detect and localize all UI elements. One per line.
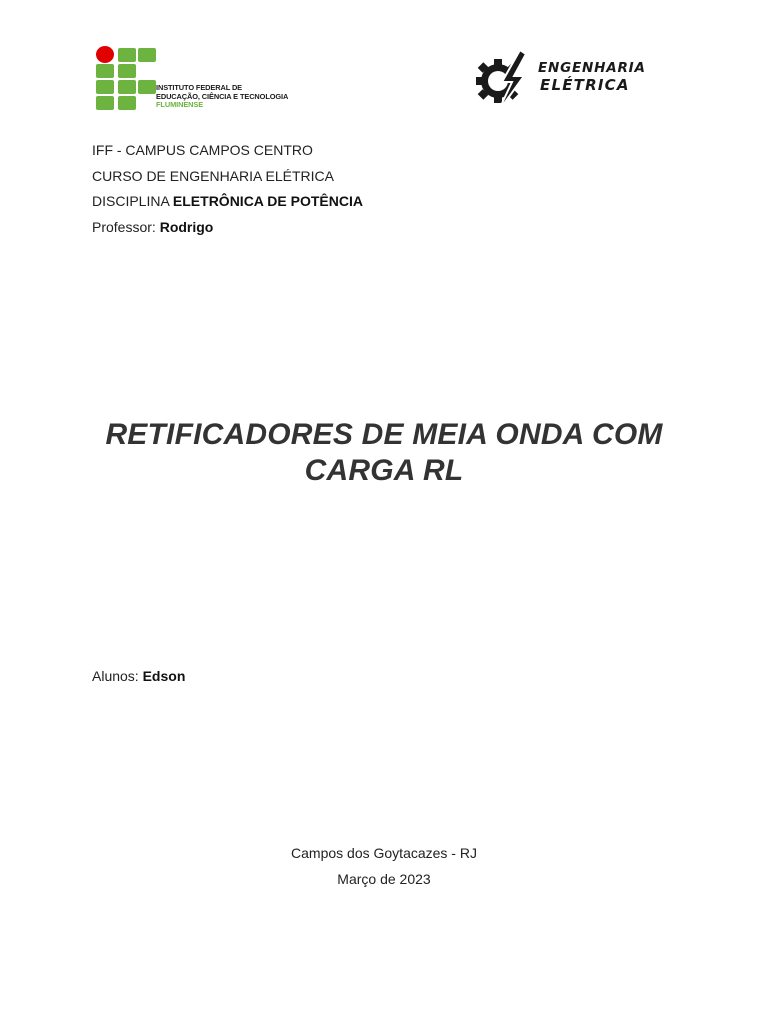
course-logo (474, 48, 674, 114)
institution-name-line2: EDUCAÇÃO, CIÊNCIA E TECNOLOGIA (156, 91, 289, 101)
location-line: Campos dos Goytacazes - RJ (291, 845, 477, 861)
logo-square (118, 80, 136, 94)
logo-square (138, 80, 156, 94)
course-line: CURSO DE ENGENHARIA ELÉTRICA (92, 167, 334, 184)
gear-lightning-icon (474, 48, 534, 114)
discipline-label: DISCIPLINA (92, 193, 170, 209)
professor-label: Professor: (92, 218, 156, 235)
logo-square (118, 96, 136, 110)
discipline-line (92, 189, 363, 215)
document-title (84, 417, 684, 489)
logo-square (138, 48, 156, 62)
logo-square (118, 64, 136, 78)
logo-square (118, 48, 136, 62)
professor-value: Rodrigo (159, 218, 214, 235)
campus-line: IFF - CAMPUS CAMPOS CENTRO (92, 142, 313, 158)
course-logo-line1: ENGENHARIA (538, 60, 646, 76)
title-line2: CARGA RL (304, 454, 464, 487)
students-line (92, 668, 185, 684)
institution-logo (96, 46, 306, 112)
institution-logo-mark (96, 46, 158, 110)
students-value: Edson (142, 668, 186, 684)
date-line: Março de 2023 (337, 871, 431, 887)
red-circle (96, 46, 114, 63)
professor-line (92, 215, 363, 241)
institution-name-line1: INSTITUTO FEDERAL DE (156, 83, 243, 92)
logo-square (96, 64, 114, 78)
discipline-value: ELETRÔNICA DE POTÊNCIA (172, 193, 363, 209)
document-info (92, 138, 363, 240)
logo-square (96, 96, 114, 110)
institution-name (156, 84, 288, 110)
course-logo-line2: ELÉTRICA (540, 76, 630, 94)
institution-name-line3: FLUMINENSE (156, 100, 204, 110)
document-footer (184, 840, 584, 892)
students-label: Alunos: (92, 668, 139, 684)
logo-square (96, 80, 114, 94)
title-line1: RETIFICADORES DE MEIA ONDA COM (105, 418, 663, 451)
